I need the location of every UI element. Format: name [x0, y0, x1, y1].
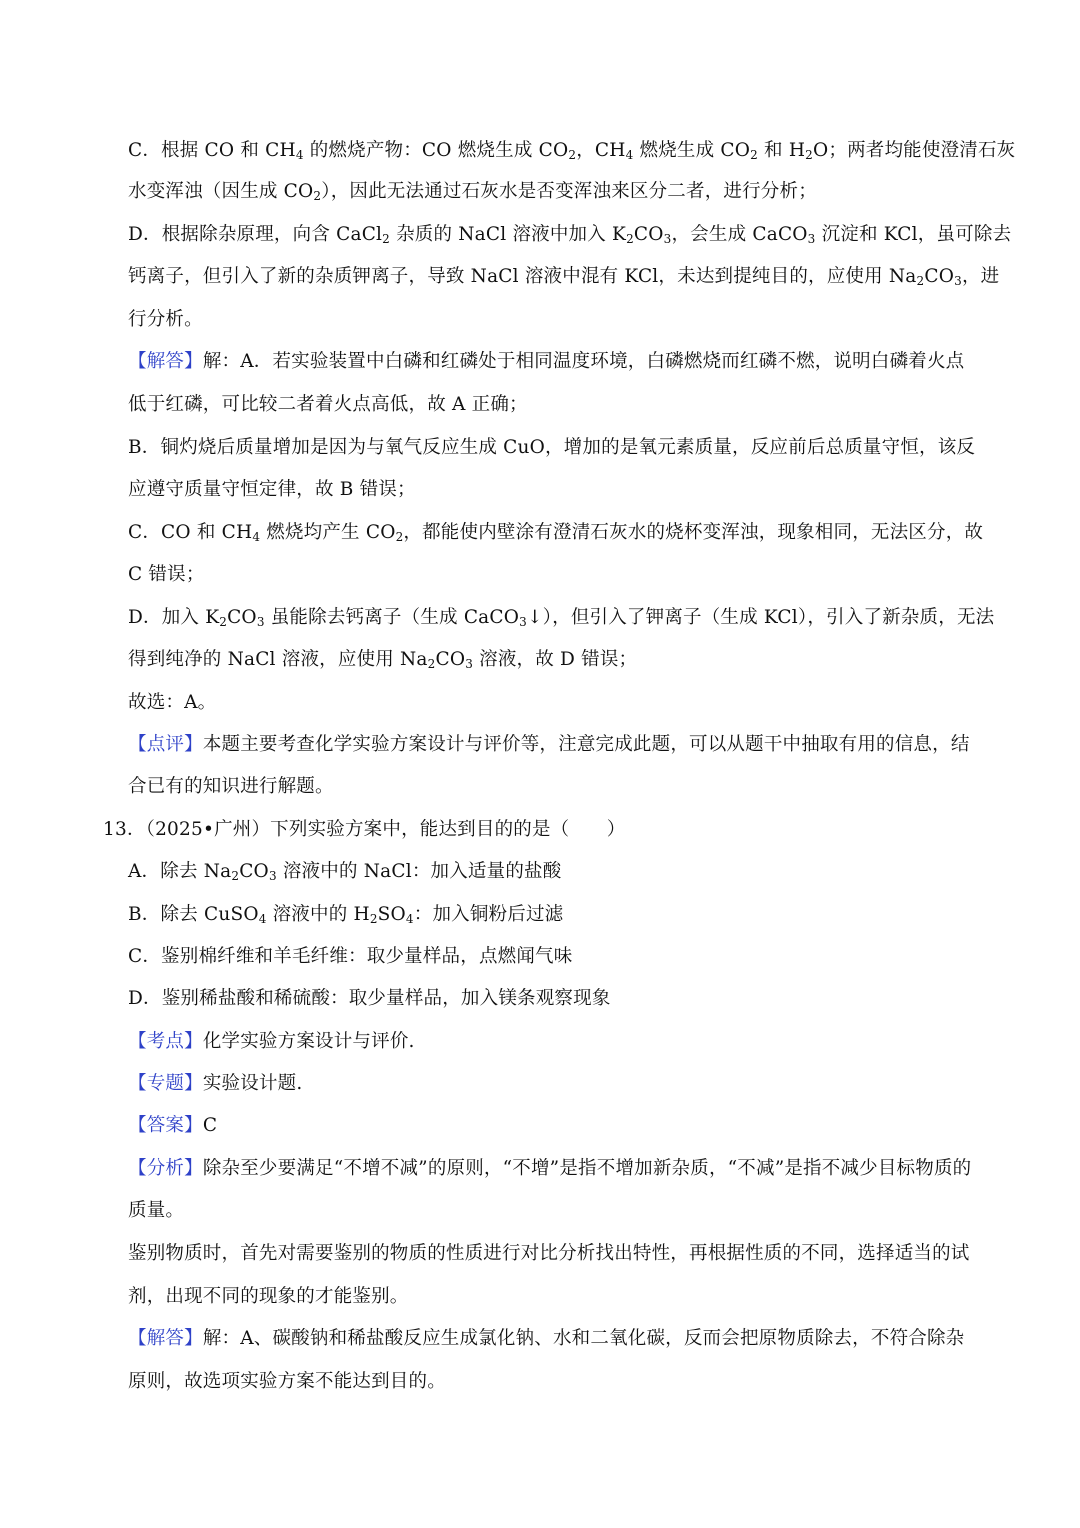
subscript: 3 [465, 657, 474, 671]
text-segment: O；两者均能使澄清石灰 [813, 140, 1016, 161]
subscript: 3 [663, 232, 672, 246]
subscript: 2 [395, 530, 404, 544]
text-segment: 的燃烧产物：CO 燃烧生成 CO [303, 140, 569, 161]
text-line [128, 349, 988, 375]
text-segment: 故选：A。 [128, 692, 217, 713]
text-segment: A．除去 Na [128, 861, 232, 882]
subscript: 3 [256, 615, 265, 629]
text-line [128, 1071, 988, 1097]
text-line [128, 307, 988, 333]
text-segment: CO [435, 649, 466, 670]
text-segment: CO [239, 861, 269, 882]
text-line [128, 859, 988, 885]
section-tag: 【答案】 [128, 1115, 203, 1136]
subscript: 2 [568, 148, 577, 162]
text-segment: 除杂至少要满足“不增不减”的原则，“不增”是指不增加新杂质，“不减”是指不减少目标物质的 [202, 1158, 972, 1179]
text-line [128, 1156, 988, 1182]
text-segment: 剂，出现不同的现象的才能鉴别。 [128, 1286, 409, 1307]
text-line [128, 520, 988, 546]
text-segment: SO [377, 904, 406, 925]
text-segment: 原则，故选项实验方案不能达到目的。 [128, 1371, 446, 1392]
text-segment: ：加入铜粉后过滤 [413, 904, 564, 925]
text-line [128, 944, 988, 970]
text-line [128, 647, 988, 673]
text-segment: 溶液中的 NaCl：加入适量的盐酸 [276, 861, 562, 882]
text-line [128, 138, 1016, 164]
text-line [128, 477, 988, 503]
text-segment: 钙离子，但引入了新的杂质钾离子，导致 NaCl 溶液中混有 KCl，未达到提纯目的，应使用 Na [128, 266, 917, 287]
text-segment: 水变浑浊（因生成 CO [128, 181, 314, 202]
text-segment: ，会生成 CaCO [671, 224, 808, 245]
section-tag: 【解答】 [128, 1328, 203, 1349]
text-segment: 13．（2025•广州）下列实验方案中，能达到目的的是（ ） [103, 819, 626, 840]
subscript: 3 [519, 615, 527, 629]
text-segment: D．加入 K [128, 607, 220, 628]
subscript: 2 [231, 869, 240, 883]
subscript: 3 [807, 232, 816, 246]
text-segment: 合已有的知识进行解题。 [128, 776, 334, 797]
text-line [128, 732, 988, 758]
section-tag: 【专题】 [128, 1073, 203, 1094]
text-segment: 化学实验方案设计与评价. [202, 1031, 415, 1052]
text-line [128, 264, 1000, 290]
subscript: 4 [258, 912, 267, 926]
text-line [128, 1284, 988, 1310]
text-segment: 得到纯净的 NaCl 溶液，应使用 Na [128, 649, 428, 670]
text-segment: 应遵守质量守恒定律，故 B 错误； [128, 479, 416, 500]
text-line [128, 1198, 988, 1224]
text-segment: C 错误； [128, 564, 205, 585]
text-segment: CO [924, 266, 955, 287]
text-segment: 实验设计题. [202, 1073, 303, 1094]
text-segment: C．根据 CO 和 CH [128, 140, 296, 161]
text-line [128, 562, 988, 588]
text-segment: D．鉴别稀盐酸和稀硫酸：取少量样品，加入镁条观察现象 [128, 988, 611, 1009]
text-line [103, 817, 963, 843]
text-segment: C [202, 1115, 218, 1136]
subscript: 4 [252, 530, 261, 544]
subscript: 2 [626, 232, 634, 246]
subscript: 2 [369, 912, 378, 926]
text-segment: 低于红磷，可比较二者着火点高低，故 A 正确； [128, 394, 528, 415]
text-segment: 行分析。 [128, 309, 203, 330]
text-line [128, 435, 988, 461]
text-segment: 本题主要考查化学实验方案设计与评价等，注意完成此题，可以从题干中抽取有用的信息，结 [202, 734, 970, 755]
text-line [128, 1029, 988, 1055]
text-segment: ↓），但引入了钾离子（生成 KCl），引入了新杂质，无法 [526, 607, 995, 628]
text-segment: 质量。 [128, 1200, 185, 1221]
text-line [128, 605, 995, 631]
section-tag: 【点评】 [128, 734, 203, 755]
subscript: 2 [750, 148, 758, 162]
text-line [128, 179, 988, 205]
text-segment: 溶液中的 H [266, 904, 370, 925]
subscript: 2 [427, 657, 436, 671]
text-line [128, 222, 1012, 248]
text-segment: ，进 [961, 266, 1000, 287]
text-line [128, 902, 988, 928]
text-segment: 虽能除去钙离子（生成 CaCO [264, 607, 520, 628]
text-segment: 燃烧均产生 CO [260, 522, 396, 543]
text-segment: ，CH [576, 140, 626, 161]
subscript: 2 [916, 274, 925, 288]
subscript: 4 [625, 148, 634, 162]
text-segment: 解：A、碳酸钠和稀盐酸反应生成氯化钠、水和二氧化碳，反而会把原物质除去，不符合除杂 [202, 1328, 965, 1349]
text-line [128, 1326, 988, 1352]
text-segment: D．根据除杂原理，向含 CaCl [128, 224, 383, 245]
subscript: 2 [382, 232, 391, 246]
text-line [128, 1113, 988, 1139]
section-tag: 【分析】 [128, 1158, 203, 1179]
subscript: 2 [313, 189, 322, 203]
subscript: 2 [219, 615, 228, 629]
text-segment: 鉴别物质时，首先对需要鉴别的物质的性质进行对比分析找出特性，再根据性质的不同，选择适当的试 [128, 1243, 970, 1264]
text-segment: 杂质的 NaCl 溶液中加入 K [390, 224, 627, 245]
text-line [128, 1369, 988, 1395]
subscript: 4 [295, 148, 304, 162]
text-line [128, 986, 988, 1012]
subscript: 2 [805, 148, 813, 162]
text-segment: C．CO 和 CH [128, 522, 253, 543]
text-segment: 和 H [757, 140, 806, 161]
section-tag: 【解答】 [128, 351, 203, 372]
text-line [128, 1241, 988, 1267]
subscript: 3 [954, 274, 962, 288]
text-segment: B．除去 CuSO [128, 904, 259, 925]
text-segment: 沉淀和 KCl，虽可除去 [815, 224, 1012, 245]
text-segment: CO [227, 607, 257, 628]
text-segment: CO [633, 224, 664, 245]
text-segment: C．鉴别棉纤维和羊毛纤维：取少量样品，点燃闻气味 [128, 946, 573, 967]
text-segment: 解：A．若实验装置中白磷和红磷处于相同温度环境，白磷燃烧而红磷不燃，说明白磷着火点 [202, 351, 965, 372]
text-line [128, 392, 988, 418]
text-segment: 溶液，故 D 错误； [473, 649, 638, 670]
text-segment: ），因此无法通过石灰水是否变浑浊来区分二者，进行分析； [321, 181, 817, 202]
text-line [128, 774, 988, 800]
text-line [128, 690, 988, 716]
subscript: 3 [268, 869, 277, 883]
section-tag: 【考点】 [128, 1031, 203, 1052]
subscript: 4 [405, 912, 414, 926]
text-segment: ，都能使内壁涂有澄清石灰水的烧杯变浑浊，现象相同，无法区分，故 [403, 522, 984, 543]
text-segment: B．铜灼烧后质量增加是因为与氧气反应生成 CuO，增加的是氧元素质量，反应前后总质量守恒，该反 [128, 437, 976, 458]
text-segment: 燃烧生成 CO [633, 140, 751, 161]
